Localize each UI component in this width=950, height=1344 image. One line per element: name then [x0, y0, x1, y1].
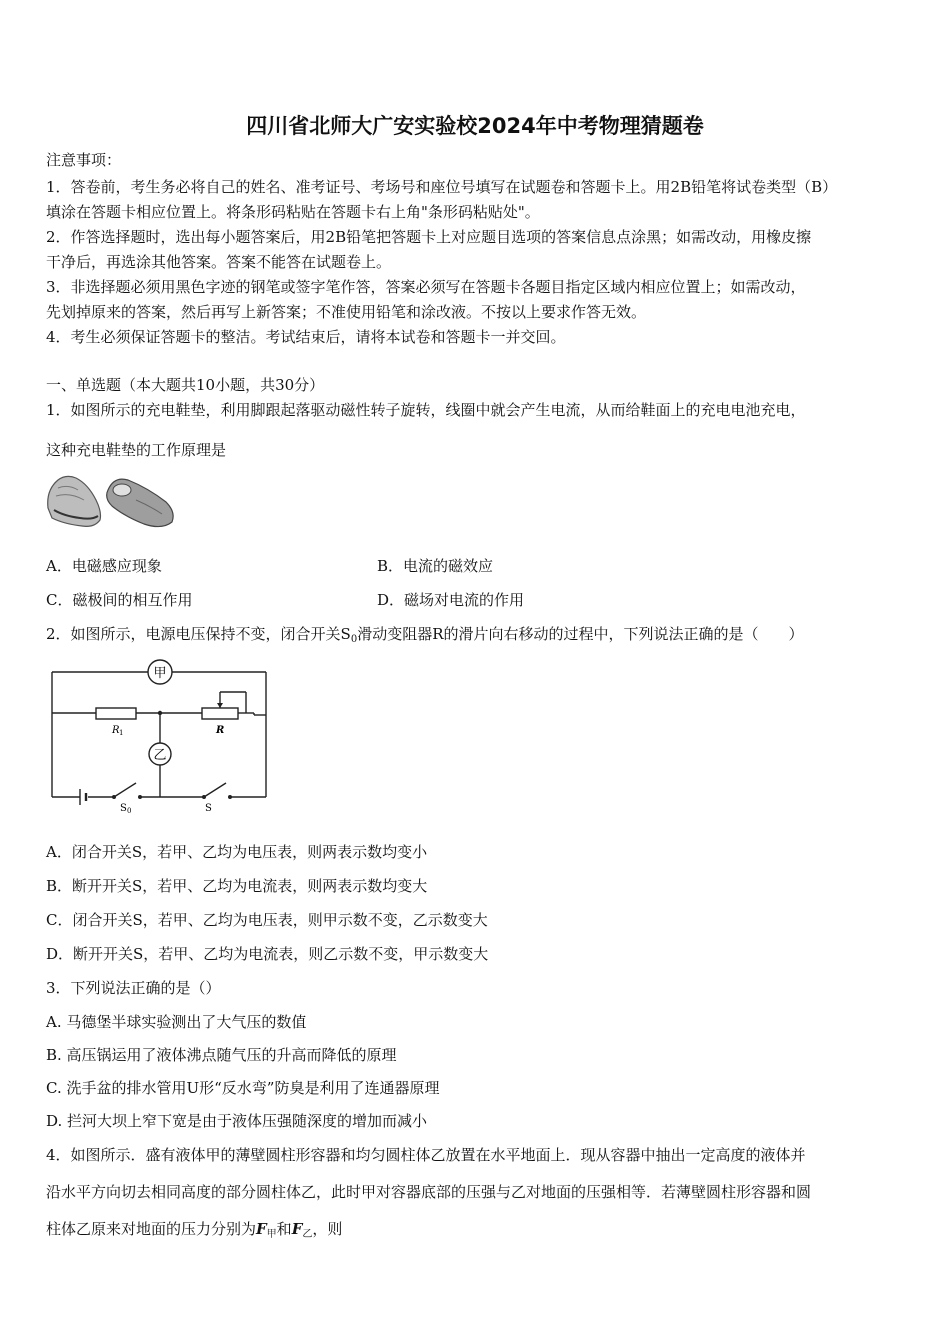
q1-option-c: C．磁极间的相互作用 — [46, 591, 193, 609]
shoe-insole-image — [44, 470, 179, 532]
notice-line: 1．答卷前，考生务必将自己的姓名、准考证号、考场号和座位号填写在试题卷和答题卡上。用2B铅笔将试卷类型（B） — [46, 178, 838, 196]
q2-stem-part: 滑动变阻器R的滑片向右移动的过程中，下列说法正确的是（ ） — [357, 625, 804, 643]
q1-option-d: D．磁场对电流的作用 — [377, 591, 525, 609]
q3-stem: 3．下列说法正确的是（） — [46, 979, 221, 997]
switch-s-label: S — [205, 803, 212, 814]
q1-option-a: A．电磁感应现象 — [46, 557, 162, 575]
q4-stem-line1: 4．如图所示．盛有液体甲的薄壁圆柱形容器和均匀圆柱体乙放置在水平地面上．现从容器中抽出一定高度的液体并 — [46, 1146, 806, 1164]
switch-s0-label: S — [120, 803, 127, 814]
q4-stem-part: 柱体乙原来对地面的压力分别为 — [46, 1220, 257, 1238]
force-symbol: F — [291, 1220, 303, 1238]
q2-option-c: C．闭合开关S，若甲、乙均为电压表，则甲示数不变，乙示数变大 — [46, 911, 488, 929]
section-heading: 一、单选题（本大题共10小题，共30分） — [46, 376, 325, 394]
resistor-r1-subscript: 1 — [119, 729, 124, 737]
resistor-r1-label: R — [112, 725, 120, 736]
force-subscript: 乙 — [302, 1229, 313, 1240]
notice-line: 填涂在答题卡相应位置上。将条形码粘贴在答题卡右上角"条形码粘贴处"。 — [46, 203, 540, 221]
circuit-diagram — [44, 655, 274, 815]
q3-option-c: C. 洗手盆的排水管用U形“反水弯”防臭是利用了连通器原理 — [46, 1079, 440, 1097]
resistor-r-label: R — [216, 725, 225, 736]
notice-line: 3．非选择题必须用黑色字迹的钢笔或签字笔作答，答案必须写在答题卡各题目指定区域内相应位置上；如需改动， — [46, 278, 806, 296]
q3-option-b: B. 高压锅运用了液体沸点随气压的升高而降低的原理 — [46, 1046, 397, 1064]
notice-line: 先划掉原来的答案，然后再写上新答案；不准使用铅笔和涂改液。不按以上要求作答无效。 — [46, 303, 647, 321]
q1-option-b: B．电流的磁效应 — [377, 557, 494, 575]
notice-line: 2．作答选择题时，选出每小题答案后，用2B铅笔把答题卡上对应题目选项的答案信息点涂黑；如需改动，用橡皮擦 — [46, 228, 812, 246]
q4-stem-part: ，则 — [312, 1220, 343, 1238]
switch-s0-subscript: 0 — [127, 807, 132, 815]
q2-option-b: B．断开开关S，若甲、乙均为电流表，则两表示数均变大 — [46, 877, 428, 895]
q4-stem-line3 — [46, 1219, 342, 1245]
q1-stem-line2: 这种充电鞋垫的工作原理是 — [46, 441, 227, 459]
page-title: 四川省北师大广安实验校2024年中考物理猜题卷 — [246, 114, 704, 138]
q4-stem-part: 和 — [276, 1220, 292, 1238]
q2-stem — [46, 624, 804, 650]
meter-yi-label: 乙 — [153, 748, 167, 763]
q2-option-a: A．闭合开关S，若甲、乙均为电压表，则两表示数均变小 — [46, 843, 428, 861]
notice-line: 4．考生必须保证答题卡的整洁。考试结束后，请将本试卷和答题卡一并交回。 — [46, 328, 566, 346]
notice-line: 干净后，再选涂其他答案。答案不能答在试题卷上。 — [46, 253, 392, 271]
q2-stem-part: 2．如图所示，电源电压保持不变，闭合开关S — [46, 625, 351, 643]
force-subscript: 甲 — [266, 1229, 277, 1240]
q1-stem-line1: 1．如图所示的充电鞋垫，利用脚跟起落驱动磁性转子旋转，线圈中就会产生电流，从而给鞋面上的充电电池充电， — [46, 401, 806, 419]
q2-stem-subscript: 0 — [350, 634, 358, 645]
notice-heading: 注意事项： — [46, 151, 122, 169]
q3-option-d: D. 拦河大坝上窄下宽是由于液体压强随深度的增加而减小 — [46, 1112, 428, 1130]
q2-option-d: D．断开开关S，若甲、乙均为电流表，则乙示数不变，甲示数变大 — [46, 945, 489, 963]
q4-stem-line2: 沿水平方向切去相同高度的部分圆柱体乙，此时甲对容器底部的压强与乙对地面的压强相等．若薄壁圆柱形容器和圆 — [46, 1183, 812, 1201]
q3-option-a: A. 马德堡半球实验测出了大气压的数值 — [46, 1013, 307, 1031]
meter-jia-label: 甲 — [153, 666, 167, 681]
force-symbol: F — [256, 1220, 267, 1238]
